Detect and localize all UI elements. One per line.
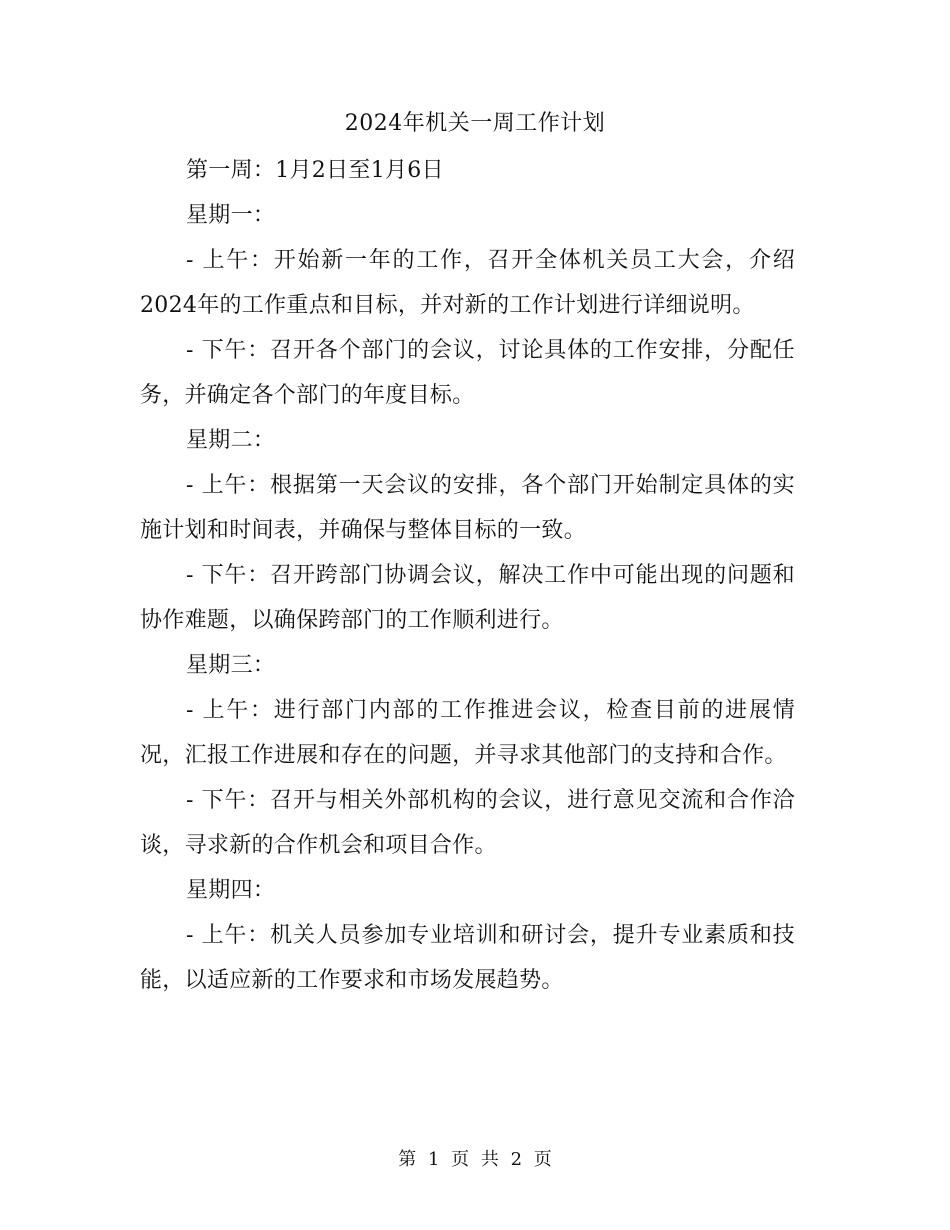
thursday-morning-paragraph: - 上午：机关人员参加专业培训和研讨会，提升专业素质和技能，以适应新的工作要求和市场发展趋势。 [140, 923, 795, 993]
document-body [140, 148, 795, 1003]
week-range-paragraph: 第一周：1月2日至1月6日 [186, 158, 444, 183]
document-title: 2024年机关一周工作计划 [344, 111, 606, 136]
wednesday-afternoon-paragraph: - 下午：召开与相关外部机构的会议，进行意见交流和合作洽谈，寻求新的合作机会和项目合作。 [140, 788, 795, 858]
tuesday-morning-paragraph: - 上午：根据第一天会议的安排，各个部门开始制定具体的实施计划和时间表，并确保与整体目标的一致。 [140, 473, 795, 543]
tuesday-heading: 星期二： [186, 428, 276, 453]
monday-morning-paragraph: - 上午：开始新一年的工作，召开全体机关员工大会，介绍2024年的工作重点和目标，并对新的工作计划进行详细说明。 [140, 248, 795, 318]
thursday-heading: 星期四： [186, 878, 276, 903]
tuesday-afternoon-paragraph: - 下午：召开跨部门协调会议，解决工作中可能出现的问题和协作难题，以确保跨部门的工作顺利进行。 [140, 563, 795, 633]
wednesday-heading: 星期三： [186, 653, 276, 678]
page-number-footer: 第 1 页 共 2 页 [398, 1149, 552, 1170]
wednesday-morning-paragraph: - 上午：进行部门内部的工作推进会议，检查目前的进展情况，汇报工作进展和存在的问题，并寻求其他部门的支持和合作。 [140, 698, 795, 768]
monday-afternoon-paragraph: - 下午：召开各个部门的会议，讨论具体的工作安排，分配任务，并确定各个部门的年度目标。 [140, 338, 795, 408]
monday-heading: 星期一： [186, 203, 276, 228]
